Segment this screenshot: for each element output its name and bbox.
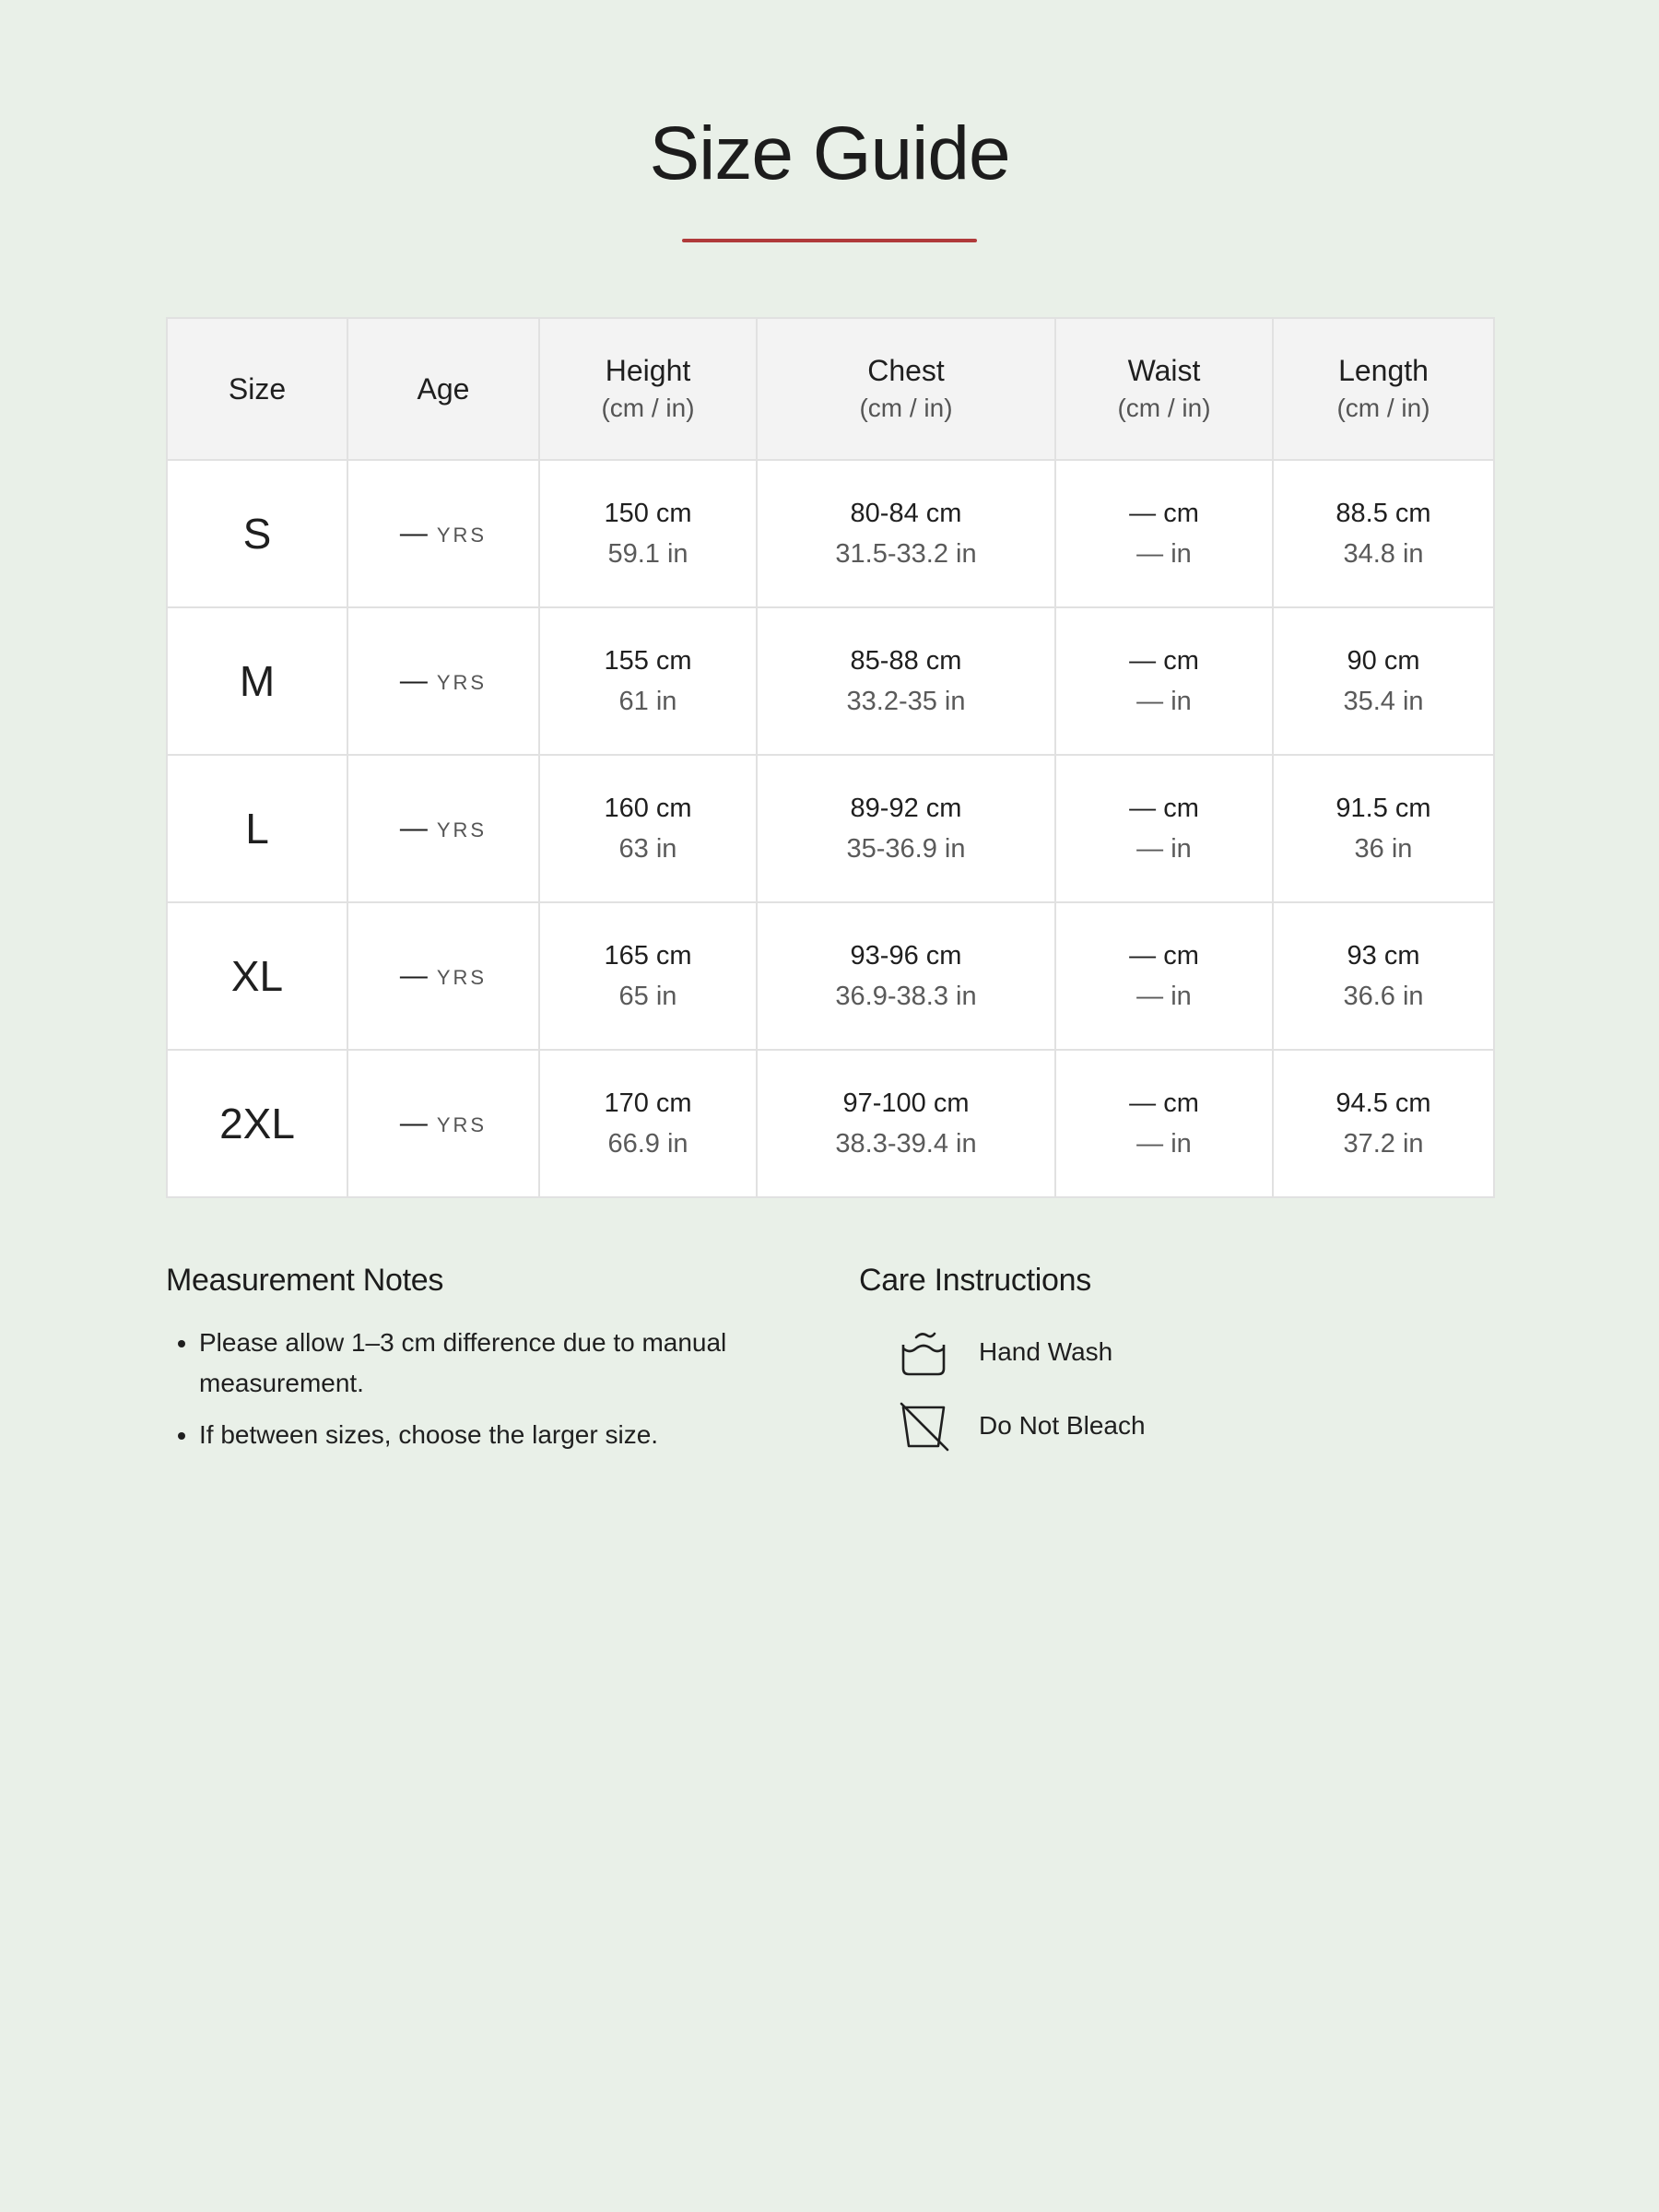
- chest-cell: [757, 902, 1055, 1050]
- age-cell: [347, 902, 539, 1050]
- waist-in: — in: [1136, 834, 1192, 864]
- height-cm: 160 cm: [604, 794, 692, 823]
- column-header-chest: [757, 318, 1055, 460]
- column-header-label: Waist: [1127, 354, 1201, 387]
- age-value: —: [399, 813, 428, 843]
- length-cm: 94.5 cm: [1335, 1088, 1431, 1118]
- column-header-height: [539, 318, 757, 460]
- chest-cell: [757, 1050, 1055, 1197]
- height-cell: [539, 755, 757, 902]
- length-in: 34.8 in: [1343, 539, 1424, 569]
- care-item-hand-wash: [859, 1323, 1467, 1382]
- age-value: —: [399, 960, 428, 991]
- age-cell: [347, 460, 539, 607]
- waist-in: — in: [1136, 687, 1192, 716]
- waist-cell: [1055, 1050, 1273, 1197]
- list-item: • If between sizes, choose the larger size.: [199, 1415, 774, 1455]
- height-cell: [539, 1050, 757, 1197]
- size-cell: XL: [167, 902, 347, 1050]
- column-header-size: [167, 318, 347, 460]
- page-title: Size Guide: [649, 112, 1010, 195]
- height-cm: 165 cm: [604, 941, 692, 971]
- age-value: —: [399, 1108, 428, 1138]
- hand-wash-icon: [896, 1324, 951, 1380]
- length-cell: [1273, 902, 1494, 1050]
- table-row: [167, 755, 1494, 902]
- chest-cm: 89-92 cm: [850, 794, 962, 823]
- waist-cm: — cm: [1129, 941, 1199, 971]
- age-cell: [347, 607, 539, 755]
- measurement-notes-heading: Measurement Notes: [166, 1263, 444, 1298]
- chest-cell: [757, 607, 1055, 755]
- age-unit: YRS: [436, 671, 488, 694]
- column-header-length: [1273, 318, 1494, 460]
- height-cm: 150 cm: [604, 499, 692, 528]
- column-header-label: Height: [605, 354, 691, 387]
- chest-cell: [757, 460, 1055, 607]
- waist-cm: — cm: [1129, 646, 1199, 676]
- column-header-label: Length: [1338, 354, 1429, 387]
- size-cell: L: [167, 755, 347, 902]
- list-item: • Please allow 1–3 cm difference due to manual measurement.: [199, 1323, 774, 1404]
- age-unit: YRS: [436, 818, 488, 841]
- age-unit: YRS: [436, 966, 488, 989]
- table-row: [167, 460, 1494, 607]
- column-header-label: Size: [228, 372, 287, 406]
- length-cell: [1273, 1050, 1494, 1197]
- size-cell: 2XL: [167, 1050, 347, 1197]
- chest-in: 31.5-33.2 in: [835, 539, 977, 569]
- size-cell: S: [167, 460, 347, 607]
- length-cell: [1273, 607, 1494, 755]
- length-cm: 93 cm: [1347, 941, 1420, 971]
- chest-cm: 93-96 cm: [850, 941, 962, 971]
- waist-cm: — cm: [1129, 794, 1199, 823]
- age-unit: YRS: [436, 1113, 488, 1136]
- height-cell: [539, 607, 757, 755]
- care-label: Do Not Bleach: [979, 1411, 1146, 1440]
- length-in: 36 in: [1354, 834, 1413, 864]
- chest-in: 33.2-35 in: [846, 687, 966, 716]
- length-in: 36.6 in: [1343, 982, 1424, 1011]
- length-in: 37.2 in: [1343, 1129, 1424, 1159]
- height-cm: 155 cm: [604, 646, 692, 676]
- size-cell: M: [167, 607, 347, 755]
- notes-list: [166, 1323, 774, 1455]
- waist-in: — in: [1136, 1129, 1192, 1159]
- chest-in: 36.9-38.3 in: [835, 982, 977, 1011]
- waist-cell: [1055, 902, 1273, 1050]
- care-label: Hand Wash: [979, 1337, 1113, 1366]
- height-in: 65 in: [618, 982, 677, 1011]
- column-header-waist: [1055, 318, 1273, 460]
- chest-cm: 85-88 cm: [850, 646, 962, 676]
- table-header-row: [167, 318, 1494, 460]
- chest-cm: 97-100 cm: [842, 1088, 970, 1118]
- column-header-age: [347, 318, 539, 460]
- table-row: [167, 1050, 1494, 1197]
- length-cm: 91.5 cm: [1335, 794, 1431, 823]
- height-in: 59.1 in: [607, 539, 688, 569]
- height-cell: [539, 902, 757, 1050]
- age-value: —: [399, 518, 428, 548]
- column-header-label: Age: [417, 372, 470, 406]
- title-underline: [682, 239, 977, 242]
- chest-cm: 80-84 cm: [850, 499, 962, 528]
- length-cm: 90 cm: [1347, 646, 1420, 676]
- column-header-unit: (cm / in): [1336, 394, 1430, 422]
- waist-in: — in: [1136, 539, 1192, 569]
- care-instructions-heading: Care Instructions: [859, 1263, 1091, 1298]
- age-value: —: [399, 665, 428, 696]
- waist-cm: — cm: [1129, 1088, 1199, 1118]
- size-table: [166, 317, 1495, 1198]
- height-in: 63 in: [618, 834, 677, 864]
- age-cell: [347, 755, 539, 902]
- column-header-label: Chest: [867, 354, 945, 387]
- column-header-unit: (cm / in): [601, 394, 695, 422]
- care-instructions: [859, 1263, 1467, 1470]
- height-in: 61 in: [618, 687, 677, 716]
- length-in: 35.4 in: [1343, 687, 1424, 716]
- waist-cell: [1055, 755, 1273, 902]
- height-in: 66.9 in: [607, 1129, 688, 1159]
- chest-in: 35-36.9 in: [846, 834, 966, 864]
- column-header-unit: (cm / in): [859, 394, 953, 422]
- age-cell: [347, 1050, 539, 1197]
- waist-in: — in: [1136, 982, 1192, 1011]
- chest-in: 38.3-39.4 in: [835, 1129, 977, 1159]
- age-unit: YRS: [436, 524, 488, 547]
- height-cm: 170 cm: [604, 1088, 692, 1118]
- chest-cell: [757, 755, 1055, 902]
- table-row: [167, 902, 1494, 1050]
- waist-cell: [1055, 607, 1273, 755]
- column-header-unit: (cm / in): [1117, 394, 1211, 422]
- height-cell: [539, 460, 757, 607]
- do-not-bleach-icon: [896, 1398, 951, 1453]
- waist-cm: — cm: [1129, 499, 1199, 528]
- care-item-do-not-bleach: [859, 1396, 1467, 1455]
- length-cell: [1273, 460, 1494, 607]
- length-cm: 88.5 cm: [1335, 499, 1431, 528]
- waist-cell: [1055, 460, 1273, 607]
- table-row: [167, 607, 1494, 755]
- measurement-notes: [166, 1263, 774, 1466]
- length-cell: [1273, 755, 1494, 902]
